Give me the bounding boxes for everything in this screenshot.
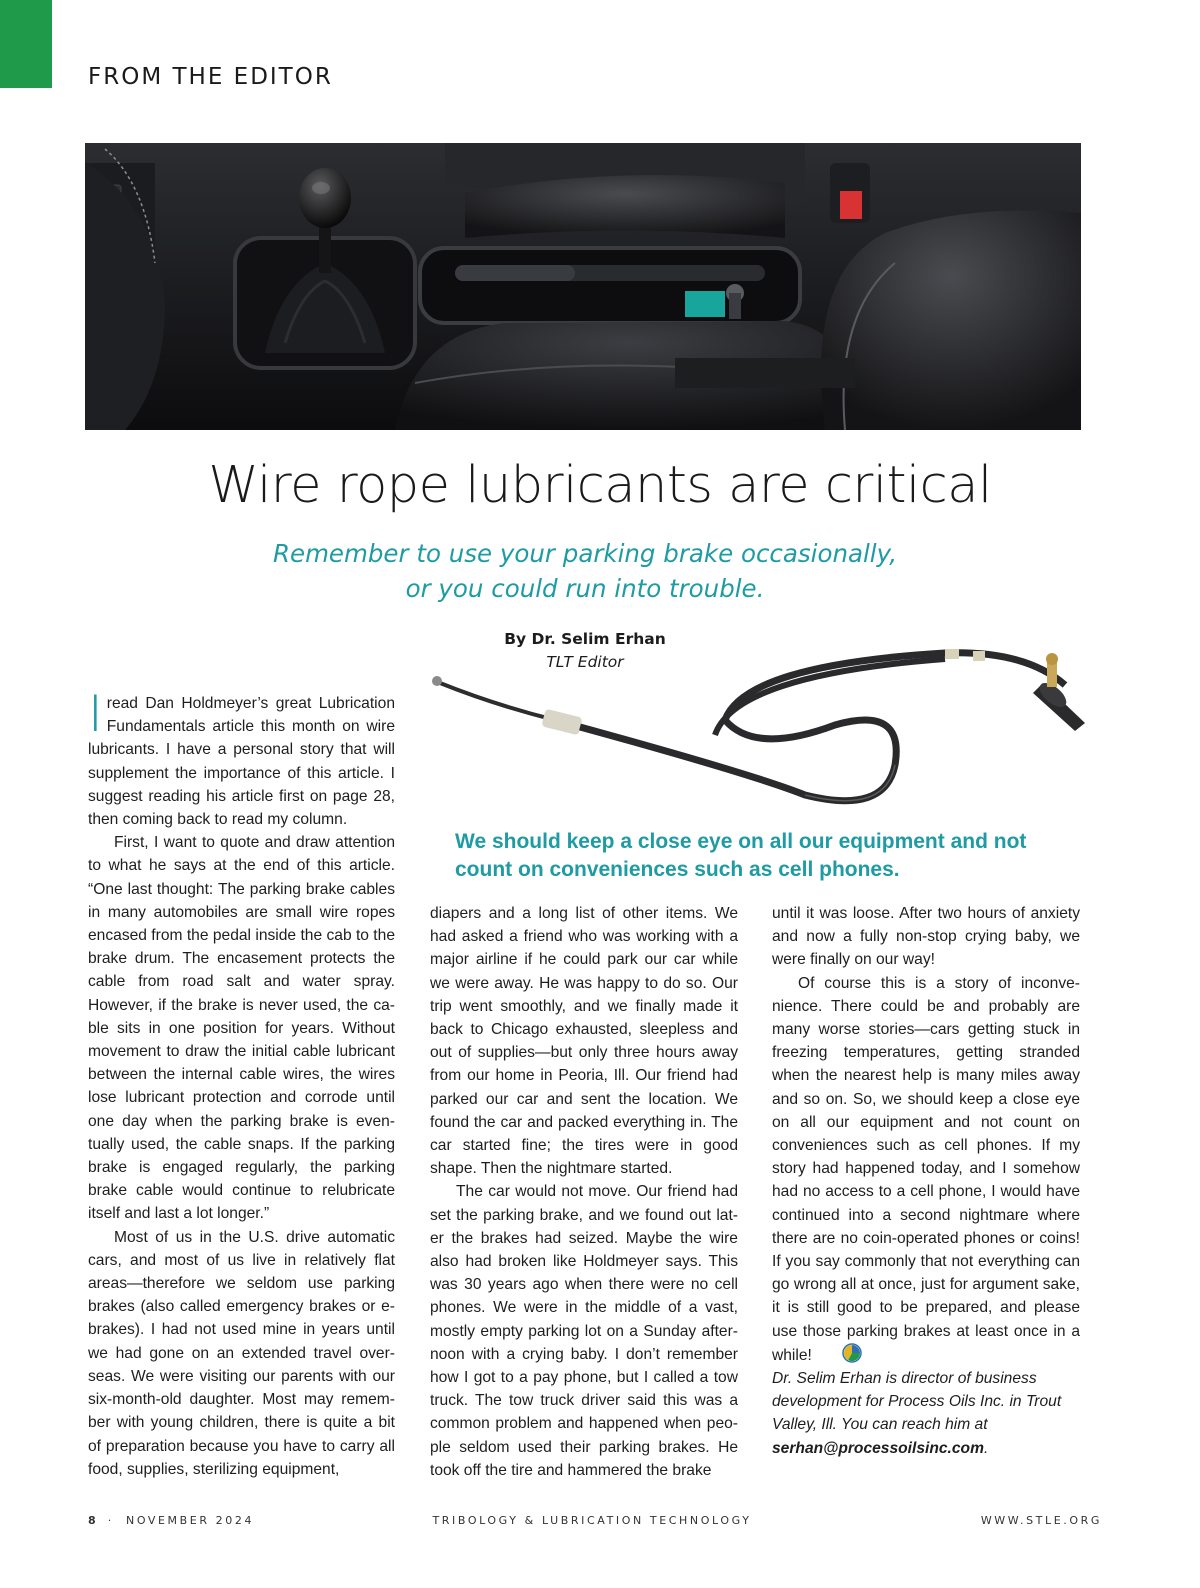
pull-quote: We should keep a close eye on all our equipment and not count on conveniences such as cell phones. [455, 830, 1027, 881]
deck-line-2: or you could run into trouble. [405, 574, 765, 603]
article-column-1 [88, 685, 395, 1481]
byline-role: TLT Editor [546, 653, 624, 671]
deck-line-1: Remember to use your parking brake occasionally, [272, 539, 898, 568]
paragraph-text: read Dan Holdmeyer’s great Lubrication Fundamentals article this month on wire lubricants. I have a personal story that will supplement the importance of this article. I suggest reading his article first on page 28, then coming back to read my column. [88, 695, 395, 829]
byline-author: By Dr. Selim Erhan [504, 630, 666, 648]
paragraph: Most of us in the U.S. drive automatic cars, and most of us live in relatively flat areas—therefore we seldom use parking brakes (also called emergency brakes or e-brakes). I had not used mine in years until we had gone on an extended travel overseas. We were visiting our parents with our six-month-old daughter. Most may remember with young children, there is quite a bit of preparation because you have to carry all food, supplies, sterilizing equipment, [88, 1228, 395, 1478]
footer-separator: · [107, 1514, 114, 1527]
drop-cap: I [88, 685, 103, 743]
footer-publication: TRIBOLOGY & LUBRICATION TECHNOLOGY [432, 1514, 752, 1527]
stle-endmark-icon [816, 1343, 836, 1363]
page-number: 8 [88, 1514, 96, 1527]
author-bio [772, 1367, 1080, 1460]
article-column-3 [772, 902, 1080, 1460]
paragraph: First, I want to quote and draw attention to what he says at the end of this article. “One last thought: The parking brake cables in many automobiles are small wire ropes encased from the pedal inside the cab to the brake drum. The encasement protects the cable from road salt and water spray. However, if the brake is never used, the cable sits in one position for years. Without movement to draw the initial cable lubricant between the internal cable wires, the wires lose lubricant protection and corrode until one day when the parking brake is eventually used, the cable snaps. If the parking brake is engaged regularly, the parking brake cable would continue to relubricate itself and last a lot longer.” [88, 834, 395, 1223]
paragraph [88, 685, 395, 831]
paragraph [772, 972, 1080, 1367]
byline [440, 628, 730, 674]
paragraph: diapers and a long list of other items. We had asked a friend who was working with a major airline if he could park our car while we were away. He was happy to do so. Our trip went smoothly, and we finally made it back to Chicago exhausted, sleepless and out of supplies—but only three hours away from our home in Peoria, Ill. Our friend had parked our car and sent the location. We found the car and packed everything in. The car started fine; the tires were in good shape. Then the nightmare started. [430, 905, 738, 1178]
footer-website-link[interactable]: WWW.STLE.ORG [980, 1514, 1102, 1527]
paragraph: The car would not move. Our friend had set the parking brake, and we found out later the brakes had seized. Maybe the wire also had broken like Holdmeyer says. This was 30 years ago when there were no cell phones. We were in the middle of a vast, mostly empty parking lot on a Sunday afternoon with a crying baby. I don’t remember how I got to a pay phone, but I called a tow truck. The tow truck driver said this was a common problem and happened when people seldom used their parking brakes. He took off the tire and hammered the brake [430, 1183, 738, 1479]
article-column-2 [430, 902, 738, 1482]
paragraph: until it was loose. After two hours of anxiety and now a fully non-stop crying baby, we were finally on our way! [772, 905, 1080, 969]
section-label: FROM THE EDITOR [88, 64, 333, 90]
bio-end: . [983, 1439, 989, 1457]
paragraph-text: Of course this is a story of inconvenience. There could be and probably are many worse stories—cars getting stuck in freezing temperatures, getting stranded when the nearest help is many miles away and so on. So, we should keep a close eye on all our equipment and not count on conveniences such as cell phones. If my story had happened today, and I somehow had no access to a cell phone, I would have continued into a second nightmare where there are no coin-operated phones or coins! If you say commonly that not everything can go wrong all at once, just for argument sake, it is still good to be prepared, and please use those parking brakes at least once in a while! [772, 974, 1080, 1364]
section-color-tab [0, 0, 52, 88]
article-headline: Wire rope lubricants are critical [208, 456, 992, 515]
bio-text: Dr. Selim Erhan is director of business development for Process Oils Inc. in Trout Valley, Ill. You can reach him at [772, 1370, 1062, 1434]
hero-photo-car-console [85, 143, 1081, 430]
author-email-link[interactable]: serhan@processoilsinc.com [772, 1439, 984, 1457]
issue-date: NOVEMBER 2024 [125, 1514, 255, 1527]
article-deck [0, 536, 1170, 606]
